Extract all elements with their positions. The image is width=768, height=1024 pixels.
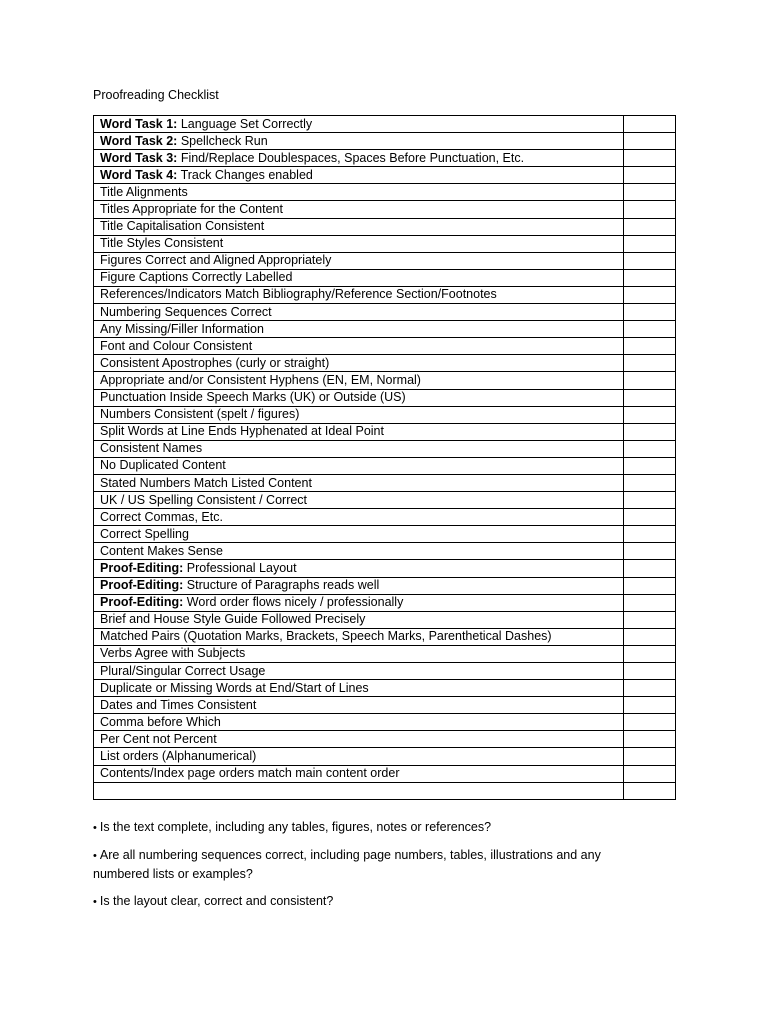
checklist-check-cell[interactable]	[624, 423, 676, 440]
checklist-item-label: Any Missing/Filler Information	[100, 321, 264, 336]
checklist-check-cell[interactable]	[624, 321, 676, 338]
checklist-item-cell	[94, 184, 624, 201]
checklist-item-label: List orders (Alphanumerical)	[100, 749, 257, 764]
checklist-row	[94, 218, 676, 235]
checklist-item-label: Split Words at Line Ends Hyphenated at Ideal Point	[100, 424, 384, 439]
checklist-row	[94, 731, 676, 748]
checklist-check-cell[interactable]	[624, 731, 676, 748]
checklist-check-cell[interactable]	[624, 338, 676, 355]
checklist-item-cell	[94, 645, 624, 662]
checklist-item-cell	[94, 611, 624, 628]
checklist-item-label: Stated Numbers Match Listed Content	[100, 475, 312, 490]
checklist-item-cell	[94, 167, 624, 184]
checklist-item-cell	[94, 492, 624, 509]
checklist-item-cell	[94, 782, 624, 799]
checklist-row	[94, 457, 676, 474]
checklist-item-label: Punctuation Inside Speech Marks (UK) or Outside (US)	[100, 390, 406, 405]
checklist-row	[94, 645, 676, 662]
checklist-item-cell	[94, 286, 624, 303]
checklist-row	[94, 526, 676, 543]
checklist-item-label: Title Styles Consistent	[100, 236, 224, 251]
checklist-item-cell	[94, 116, 624, 133]
checklist-item-cell	[94, 423, 624, 440]
checklist-row	[94, 628, 676, 645]
checklist-item-cell	[94, 509, 624, 526]
checklist-item-label: Duplicate or Missing Words at End/Start of Lines	[100, 680, 369, 695]
checklist-row	[94, 372, 676, 389]
checklist-item-cell	[94, 543, 624, 560]
checklist-item-cell	[94, 697, 624, 714]
checklist-item-label: No Duplicated Content	[100, 458, 226, 473]
bullet-text: Is the text complete, including any tables, figures, notes or references?	[99, 820, 492, 834]
checklist-check-cell[interactable]	[624, 218, 676, 235]
checklist-check-cell[interactable]	[624, 697, 676, 714]
checklist-check-cell[interactable]	[624, 440, 676, 457]
checklist-check-cell[interactable]	[624, 304, 676, 321]
checklist-item-cell	[94, 150, 624, 167]
checklist-item-cell	[94, 372, 624, 389]
checklist-row	[94, 389, 676, 406]
checklist-item-label: Track Changes enabled	[177, 167, 313, 182]
checklist-row	[94, 560, 676, 577]
checklist-item-label-bold: Proof-Editing:	[100, 595, 184, 610]
checklist-row	[94, 509, 676, 526]
checklist-check-cell[interactable]	[624, 611, 676, 628]
bullet-item	[93, 892, 653, 911]
checklist-item-label: Numbers Consistent (spelt / figures)	[100, 407, 300, 422]
checklist-item-cell	[94, 321, 624, 338]
checklist-row	[94, 201, 676, 218]
checklist-row	[94, 406, 676, 423]
checklist-item-label: Contents/Index page orders match main content order	[100, 766, 400, 781]
checklist-check-cell[interactable]	[624, 457, 676, 474]
checklist-item-cell	[94, 406, 624, 423]
checklist-check-cell[interactable]	[624, 526, 676, 543]
checklist-row	[94, 252, 676, 269]
checklist-row	[94, 269, 676, 286]
bullet-text: Are all numbering sequences correct, including page numbers, tables, illustrations and any numbered lists or examples?	[93, 848, 601, 881]
checklist-row	[94, 714, 676, 731]
checklist-item-label: Consistent Apostrophes (curly or straight)	[100, 355, 330, 370]
checklist-row	[94, 697, 676, 714]
checklist-row	[94, 611, 676, 628]
checklist-item-label: Comma before Which	[100, 714, 221, 729]
checklist-item-cell	[94, 355, 624, 372]
checklist-item-label: Correct Spelling	[100, 526, 189, 541]
checklist-check-cell[interactable]	[624, 252, 676, 269]
checklist-item-label-bold: Proof-Editing:	[100, 560, 184, 575]
checklist-check-cell[interactable]	[624, 543, 676, 560]
checklist-check-cell[interactable]	[624, 201, 676, 218]
checklist-item-cell	[94, 628, 624, 645]
checklist-item-cell	[94, 663, 624, 680]
page-title: Proofreading Checklist	[93, 88, 219, 102]
checklist-item-label-bold: Word Task 3:	[100, 150, 178, 165]
checklist-item-label: References/Indicators Match Bibliography/Reference Section/Footnotes	[100, 287, 497, 302]
checklist-item-label: Word order flows nicely / professionally	[183, 595, 404, 610]
checklist-item-label: Appropriate and/or Consistent Hyphens (EN, EM, Normal)	[100, 372, 421, 387]
checklist-row	[94, 474, 676, 491]
checklist-item-label: Title Capitalisation Consistent	[100, 219, 265, 234]
checklist-check-cell[interactable]	[624, 628, 676, 645]
checklist-item-cell	[94, 133, 624, 150]
checklist-check-cell[interactable]	[624, 116, 676, 133]
checklist-check-cell[interactable]	[624, 509, 676, 526]
bullet-item	[93, 818, 653, 837]
checklist-item-cell	[94, 714, 624, 731]
checklist-item-label: Figure Captions Correctly Labelled	[100, 270, 293, 285]
checklist-row	[94, 543, 676, 560]
checklist-check-cell[interactable]	[624, 663, 676, 680]
checklist-check-cell[interactable]	[624, 577, 676, 594]
checklist-check-cell[interactable]	[624, 389, 676, 406]
checklist-row	[94, 338, 676, 355]
checklist-check-cell[interactable]	[624, 133, 676, 150]
checklist-check-cell[interactable]	[624, 492, 676, 509]
checklist-item-cell	[94, 577, 624, 594]
checklist-row	[94, 286, 676, 303]
checklist-check-cell[interactable]	[624, 645, 676, 662]
checklist-item-label: Content Makes Sense	[100, 543, 223, 558]
bullet-dot-icon: •	[93, 822, 97, 834]
checklist-item-cell	[94, 560, 624, 577]
checklist-item-cell	[94, 474, 624, 491]
checklist-item-label-bold: Word Task 2:	[100, 133, 178, 148]
checklist-item-label: Structure of Paragraphs reads well	[183, 578, 380, 593]
checklist-check-cell[interactable]	[624, 594, 676, 611]
checklist-check-cell[interactable]	[624, 560, 676, 577]
checklist-item-label: Titles Appropriate for the Content	[100, 202, 283, 217]
checklist-item-cell	[94, 269, 624, 286]
checklist-item-cell	[94, 252, 624, 269]
checklist-item-label-bold: Word Task 4:	[100, 167, 178, 182]
checklist-row	[94, 423, 676, 440]
checklist-item-label: Per Cent not Percent	[100, 731, 217, 746]
checklist-item-cell	[94, 594, 624, 611]
checklist-item-cell	[94, 526, 624, 543]
checklist-item-label: Numbering Sequences Correct	[100, 304, 272, 319]
checklist-item-label: Font and Colour Consistent	[100, 338, 253, 353]
checklist-check-cell[interactable]	[624, 406, 676, 423]
checklist-item-label: Find/Replace Doublespaces, Spaces Before Punctuation, Etc.	[177, 150, 525, 165]
checklist-row	[94, 440, 676, 457]
checklist-item-label: Dates and Times Consistent	[100, 697, 257, 712]
checklist-check-cell[interactable]	[624, 184, 676, 201]
checklist-item-cell	[94, 731, 624, 748]
checklist-row	[94, 304, 676, 321]
bullet-item	[93, 846, 653, 883]
checklist-item-label: Title Alignments	[100, 184, 188, 199]
checklist-item-label-bold: Word Task 1:	[100, 116, 178, 131]
bullet-dot-icon: •	[93, 850, 97, 862]
checklist-row	[94, 782, 676, 799]
checklist-item-cell	[94, 338, 624, 355]
checklist-row	[94, 663, 676, 680]
checklist-check-cell[interactable]	[624, 167, 676, 184]
checklist-item-label: Professional Layout	[183, 560, 297, 575]
checklist-check-cell[interactable]	[624, 372, 676, 389]
checklist-item-label: UK / US Spelling Consistent / Correct	[100, 492, 308, 507]
checklist-item-cell	[94, 440, 624, 457]
checklist-item-cell	[94, 765, 624, 782]
checklist-check-cell[interactable]	[624, 765, 676, 782]
checklist-row	[94, 321, 676, 338]
checklist-item-cell	[94, 748, 624, 765]
checklist-check-cell[interactable]	[624, 269, 676, 286]
checklist-item-label: Correct Commas, Etc.	[100, 509, 223, 524]
checklist-item-label: Plural/Singular Correct Usage	[100, 663, 266, 678]
checklist-item-label: Matched Pairs (Quotation Marks, Brackets, Speech Marks, Parenthetical Dashes)	[100, 629, 552, 644]
checklist-check-cell[interactable]	[624, 235, 676, 252]
checklist-row	[94, 133, 676, 150]
checklist-item-cell	[94, 235, 624, 252]
bullet-text: Is the layout clear, correct and consistent?	[99, 894, 334, 908]
checklist-row	[94, 116, 676, 133]
checklist-check-cell[interactable]	[624, 782, 676, 799]
checklist-row	[94, 748, 676, 765]
checklist-item-label: Consistent Names	[100, 441, 203, 456]
checklist-row	[94, 167, 676, 184]
checklist-row	[94, 577, 676, 594]
checklist-item-cell	[94, 457, 624, 474]
checklist-item-label: Figures Correct and Aligned Appropriately	[100, 253, 332, 268]
checklist-item-cell	[94, 389, 624, 406]
checklist-row	[94, 184, 676, 201]
checklist-row	[94, 594, 676, 611]
checklist-check-cell[interactable]	[624, 355, 676, 372]
checklist-item-label: Language Set Correctly	[177, 116, 313, 131]
bullet-dot-icon: •	[93, 896, 97, 908]
checklist-body	[94, 116, 676, 800]
checklist-item-cell	[94, 304, 624, 321]
checklist-table	[93, 115, 676, 800]
checklist-row	[94, 680, 676, 697]
checklist-row	[94, 492, 676, 509]
checklist-check-cell[interactable]	[624, 714, 676, 731]
checklist-item-cell	[94, 201, 624, 218]
checklist-item-label-bold: Proof-Editing:	[100, 578, 184, 593]
checklist-row	[94, 765, 676, 782]
checklist-check-cell[interactable]	[624, 150, 676, 167]
checklist-row	[94, 235, 676, 252]
checklist-item-label: Spellcheck Run	[177, 133, 268, 148]
checklist-item-label: Brief and House Style Guide Followed Precisely	[100, 612, 366, 627]
checklist-row	[94, 355, 676, 372]
checklist-item-label: Verbs Agree with Subjects	[100, 646, 246, 661]
checklist-row	[94, 150, 676, 167]
bullet-list	[93, 818, 653, 920]
checklist-item-cell	[94, 680, 624, 697]
checklist-check-cell[interactable]	[624, 748, 676, 765]
checklist-item-cell	[94, 218, 624, 235]
checklist-check-cell[interactable]	[624, 474, 676, 491]
checklist-check-cell[interactable]	[624, 286, 676, 303]
checklist-check-cell[interactable]	[624, 680, 676, 697]
